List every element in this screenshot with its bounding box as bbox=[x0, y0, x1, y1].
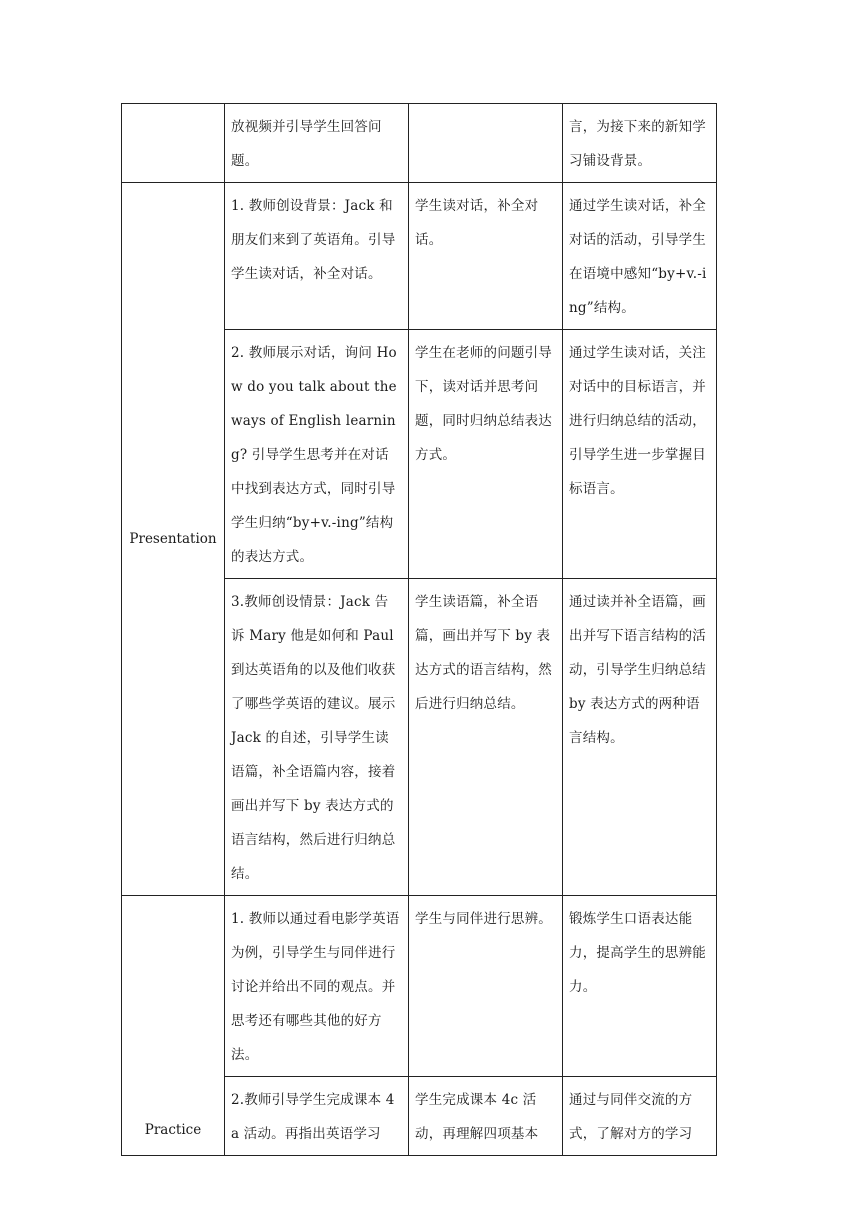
teacher-activity-text: 放视频并引导学生回答问题。 bbox=[231, 119, 382, 169]
purpose-text: 通过与同伴交流的方式，了解对方的学习 bbox=[569, 1092, 693, 1142]
student-activity-text: 学生读对话，补全对话。 bbox=[415, 198, 539, 248]
teacher-activity-text: 2.教师引导学生完成课本 4a 活动。再指出英语学习 bbox=[231, 1092, 395, 1142]
teacher-activity-text: 3.教师创设情景：Jack 告诉 Mary 他是如何和 Paul 到达英语角的以及他们收获了哪些学英语的建议。展示 Jack 的自述，引导学生读语篇，补全语篇内容，接着画出并写下 by 表达方式的语言结构，然后进行归纳总结。 bbox=[231, 594, 396, 882]
student-activity-cell bbox=[409, 896, 563, 1077]
purpose-text: 通过读并补全语篇，画出并写下语言结构的活动，引导学生归纳总结 by 表达方式的两种语言结构。 bbox=[569, 594, 706, 746]
purpose-text: 通过学生读对话，补全对话的活动，引导学生在语境中感知“by+v.-ing”结构。 bbox=[569, 198, 707, 316]
teacher-activity-text: 1. 教师以通过看电影学英语为例，引导学生与同伴进行讨论并给出不同的观点。并思考还有哪些其他的好方法。 bbox=[231, 911, 400, 1063]
purpose-cell bbox=[563, 1077, 717, 1156]
student-activity-cell bbox=[409, 579, 563, 896]
purpose-cell bbox=[563, 104, 717, 183]
table-row bbox=[122, 896, 717, 1077]
purpose-cell bbox=[563, 330, 717, 579]
purpose-cell bbox=[563, 579, 717, 896]
teacher-activity-cell bbox=[225, 183, 409, 330]
teacher-activity-cell bbox=[225, 896, 409, 1077]
stage-cell-presentation bbox=[122, 183, 225, 896]
purpose-text: 锻炼学生口语表达能力，提高学生的思辨能力。 bbox=[569, 911, 706, 995]
teacher-activity-text: 2. 教师展示对话，询问 How do you talk about the ways of English learning? 引导学生思考并在对话中找到表达方式，同时引导学生归纳“by+v.-ing”结构的表达方式。 bbox=[231, 345, 397, 565]
purpose-cell bbox=[563, 183, 717, 330]
table-row bbox=[122, 104, 717, 183]
teacher-activity-cell bbox=[225, 579, 409, 896]
student-activity-text: 学生与同伴进行思辨。 bbox=[415, 911, 552, 927]
stage-label: Practice bbox=[144, 1122, 202, 1138]
teacher-activity-text: 1. 教师创设背景：Jack 和朋友们来到了英语角。引导学生读对话，补全对话。 bbox=[231, 198, 396, 282]
student-activity-cell bbox=[409, 104, 563, 183]
purpose-text: 言，为接下来的新知学习铺设背景。 bbox=[569, 119, 706, 169]
stage-cell-empty bbox=[122, 104, 225, 183]
purpose-cell bbox=[563, 896, 717, 1077]
teacher-activity-cell bbox=[225, 330, 409, 579]
stage-cell-practice bbox=[122, 896, 225, 1156]
student-activity-cell bbox=[409, 330, 563, 579]
student-activity-cell bbox=[409, 183, 563, 330]
student-activity-text: 学生读语篇，补全语篇，画出并写下 by 表达方式的语言结构，然后进行归纳总结。 bbox=[415, 594, 552, 712]
table-row bbox=[122, 183, 717, 330]
stage-label: Presentation bbox=[129, 531, 217, 547]
teacher-activity-cell bbox=[225, 104, 409, 183]
student-activity-cell bbox=[409, 1077, 563, 1156]
teacher-activity-cell bbox=[225, 1077, 409, 1156]
student-activity-text: 学生在老师的问题引导下，读对话并思考问题，同时归纳总结表达方式。 bbox=[415, 345, 552, 463]
student-activity-text: 学生完成课本 4c 活动，再理解四项基本 bbox=[415, 1092, 539, 1142]
purpose-text: 通过学生读对话，关注对话中的目标语言，并进行归纳总结的活动，引导学生进一步掌握目标语言。 bbox=[569, 345, 706, 497]
lesson-plan-table bbox=[121, 103, 717, 1156]
